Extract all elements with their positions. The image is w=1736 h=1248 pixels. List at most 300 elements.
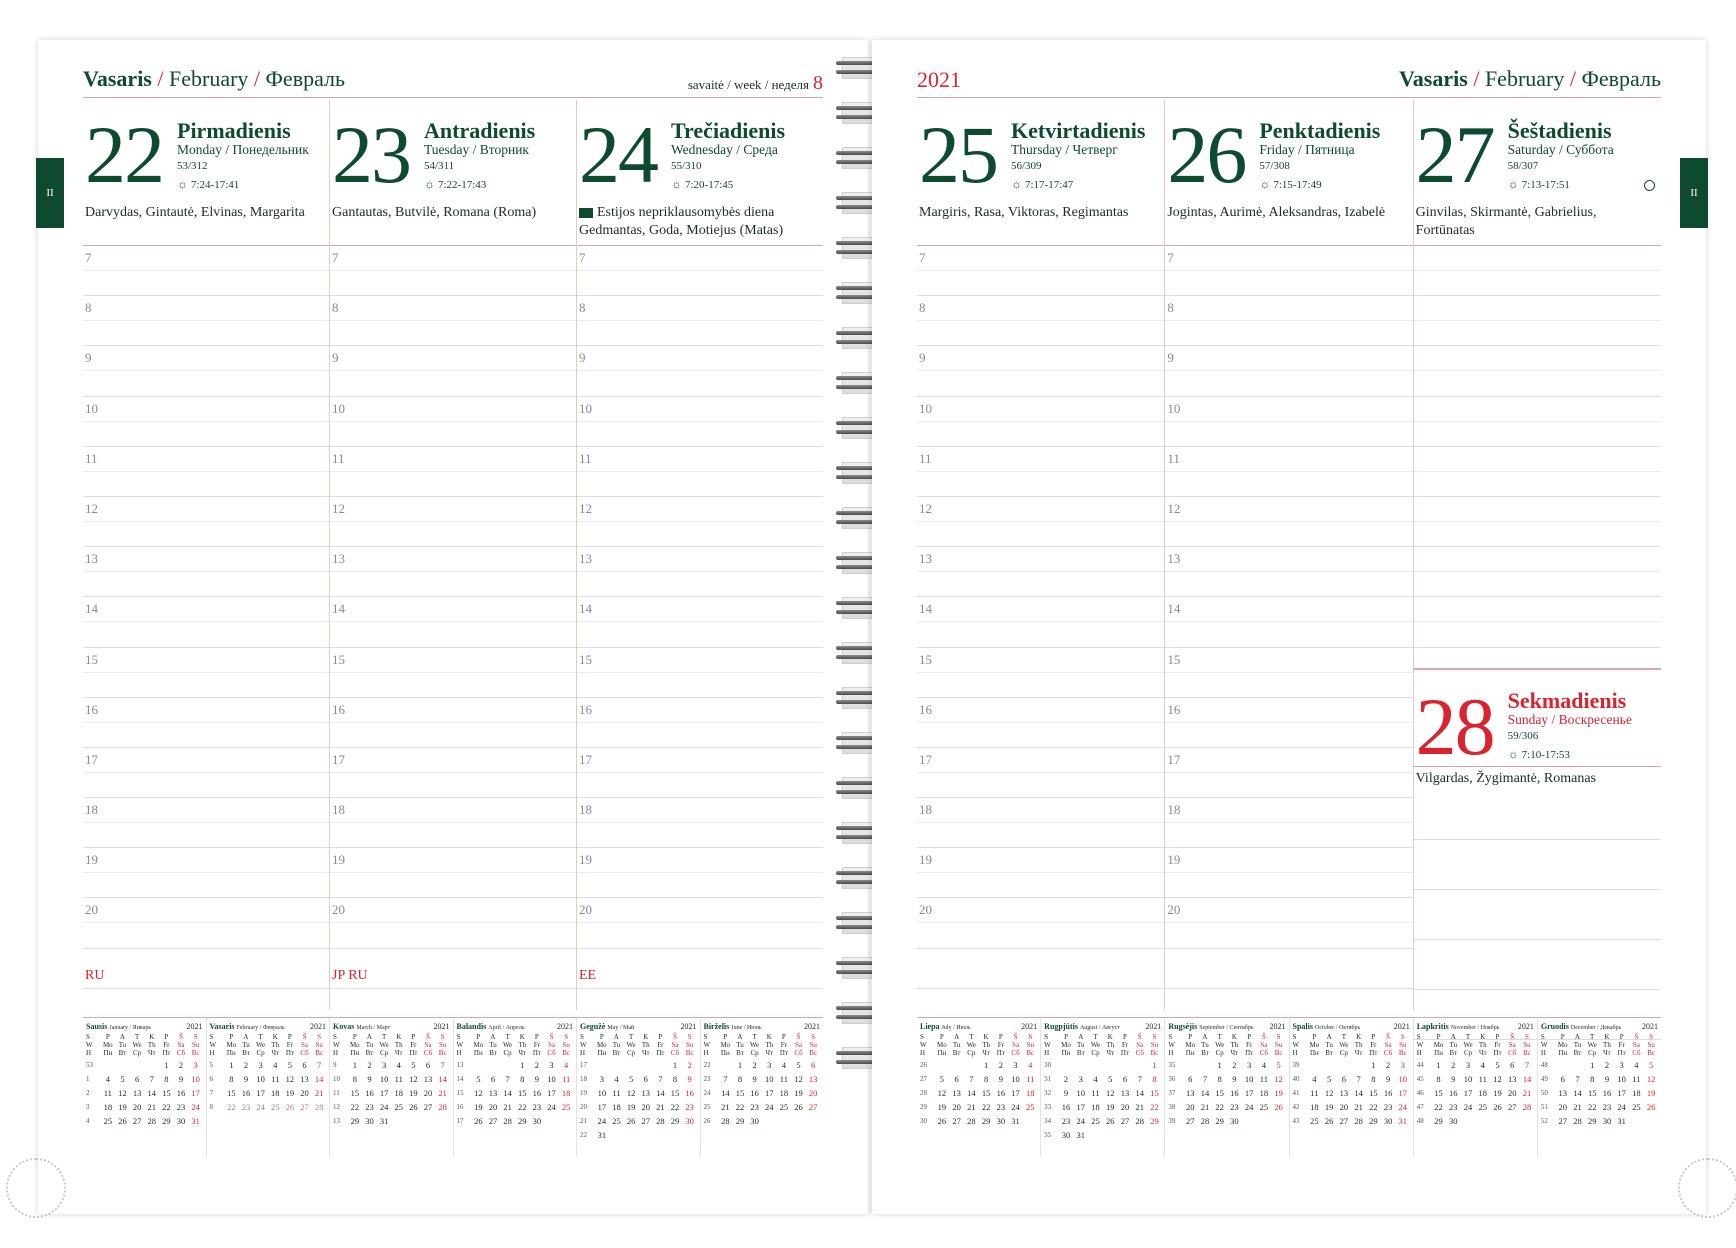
mini-calendar-date[interactable] xyxy=(1520,1116,1534,1127)
mini-calendar-date[interactable]: 30 xyxy=(532,1116,542,1126)
mini-calendar-date[interactable]: 8 xyxy=(229,1074,234,1084)
mini-calendar-date[interactable]: 15 xyxy=(981,1088,991,1098)
mini-calendar-date[interactable]: 5 xyxy=(796,1060,801,1070)
hour-slot[interactable] xyxy=(330,346,576,396)
hour-slot[interactable] xyxy=(1165,397,1412,447)
mini-calendar-date[interactable]: 7 xyxy=(969,1074,974,1084)
hour-slot[interactable] xyxy=(83,547,329,597)
hour-slot[interactable] xyxy=(83,246,329,296)
mini-calendar-date[interactable]: 16 xyxy=(241,1088,251,1098)
hour-slot[interactable] xyxy=(1165,597,1412,647)
mini-calendar-date[interactable]: 29 xyxy=(517,1116,527,1126)
mini-calendar-date[interactable]: 30 xyxy=(1449,1116,1458,1126)
mini-calendar-date[interactable]: 7 xyxy=(658,1074,663,1084)
hour-slot[interactable] xyxy=(1165,497,1412,547)
mini-calendar-date[interactable]: 4 xyxy=(1261,1060,1267,1070)
mini-calendar-date[interactable] xyxy=(1337,1060,1351,1071)
hour-slot[interactable] xyxy=(83,397,329,447)
hour-slot[interactable] xyxy=(1165,346,1412,396)
mini-calendar-date[interactable]: 9 xyxy=(1451,1074,1456,1084)
hour-slot[interactable] xyxy=(577,397,823,447)
mini-calendar-date[interactable]: 12 xyxy=(1324,1088,1334,1098)
mini-calendar-date[interactable] xyxy=(639,1060,653,1071)
mini-calendar-date[interactable] xyxy=(421,1116,435,1127)
mini-calendar-date[interactable]: 29 xyxy=(1215,1116,1224,1126)
mini-calendar-date[interactable]: 18 xyxy=(561,1088,571,1098)
mini-calendar-date[interactable]: 26 xyxy=(1493,1102,1502,1112)
mini-calendar-date[interactable] xyxy=(668,1130,682,1141)
mini-calendar-date[interactable]: 23 xyxy=(365,1102,374,1112)
mini-calendar-date[interactable]: 10 xyxy=(547,1074,556,1084)
hour-slot[interactable] xyxy=(1414,346,1661,396)
mini-calendar-date[interactable] xyxy=(1023,1116,1037,1127)
note-line[interactable] xyxy=(1414,790,1661,840)
mini-calendar-date[interactable] xyxy=(1118,1130,1132,1141)
mini-calendar-date[interactable]: 11 xyxy=(1478,1074,1487,1084)
mini-calendar-date[interactable]: 17 xyxy=(764,1088,774,1098)
mini-calendar-date[interactable]: 23 xyxy=(1449,1102,1458,1112)
mini-calendar-date[interactable]: 8 xyxy=(1217,1074,1222,1084)
mini-calendar-date[interactable]: 5 xyxy=(411,1060,416,1070)
hour-slot[interactable] xyxy=(330,397,576,447)
mini-calendar-date[interactable]: 30 xyxy=(685,1116,694,1126)
mini-calendar-date[interactable]: 12 xyxy=(285,1074,295,1084)
mini-calendar-date[interactable]: 17 xyxy=(191,1088,200,1098)
mini-calendar-date[interactable]: 25 xyxy=(270,1102,280,1112)
mini-calendar-date[interactable]: 6 xyxy=(490,1074,496,1084)
mini-calendar-date[interactable]: 26 xyxy=(409,1102,418,1112)
mini-calendar-date[interactable]: 18 xyxy=(612,1102,621,1112)
mini-calendar-date[interactable] xyxy=(624,1130,638,1141)
mini-calendar-date[interactable]: 22 xyxy=(350,1102,360,1112)
mini-calendar-date[interactable]: 10 xyxy=(764,1074,774,1084)
mini-calendar-date[interactable]: 10 xyxy=(1076,1088,1086,1098)
hour-slot[interactable] xyxy=(1414,497,1661,547)
mini-calendar-date[interactable]: 11 xyxy=(103,1088,112,1098)
mini-calendar-date[interactable]: 6 xyxy=(1122,1074,1128,1084)
mini-calendar-date[interactable]: 17 xyxy=(1011,1088,1020,1098)
mini-calendar-date[interactable]: 2 xyxy=(534,1060,539,1070)
mini-calendar-date[interactable]: 21 xyxy=(1522,1088,1532,1098)
mini-calendar-date[interactable] xyxy=(610,1130,624,1141)
mini-calendar-date[interactable]: 17 xyxy=(256,1088,265,1098)
hour-slot[interactable] xyxy=(1165,748,1412,798)
mini-calendar-date[interactable]: 15 xyxy=(517,1088,527,1098)
mini-calendar-date[interactable]: 26 xyxy=(626,1116,636,1126)
mini-calendar-date[interactable]: 28 xyxy=(967,1116,976,1126)
mini-calendar-date[interactable] xyxy=(1308,1060,1322,1071)
mini-calendar-date[interactable]: 19 xyxy=(1324,1102,1334,1112)
mini-calendar-date[interactable]: 16 xyxy=(685,1088,694,1098)
mini-calendar-date[interactable]: 30 xyxy=(750,1116,759,1126)
hour-slot[interactable] xyxy=(83,798,329,848)
hour-slot[interactable] xyxy=(917,848,1164,898)
mini-calendar-date[interactable]: 21 xyxy=(314,1088,324,1098)
mini-calendar-date[interactable] xyxy=(472,1060,486,1071)
mini-calendar-date[interactable]: 29 xyxy=(1150,1116,1159,1126)
mini-calendar-date[interactable] xyxy=(792,1116,806,1127)
mini-calendar-date[interactable]: 21 xyxy=(656,1102,665,1112)
hour-slot[interactable] xyxy=(330,246,576,296)
mini-calendar-date[interactable]: 14 xyxy=(967,1088,976,1098)
mini-calendar-date[interactable]: 28 xyxy=(438,1102,447,1112)
mini-calendar-date[interactable] xyxy=(806,1116,820,1127)
mini-calendar-date[interactable]: 23 xyxy=(1383,1102,1393,1112)
mini-calendar-date[interactable]: 30 xyxy=(996,1116,1006,1126)
hour-slot[interactable] xyxy=(83,296,329,346)
hour-slot[interactable] xyxy=(330,748,576,798)
mini-calendar-date[interactable]: 15 xyxy=(670,1088,680,1098)
mini-calendar-date[interactable] xyxy=(130,1060,144,1071)
mini-calendar-date[interactable] xyxy=(1103,1130,1117,1141)
mini-calendar-date[interactable]: 10 xyxy=(191,1074,200,1084)
mini-calendar-date[interactable]: 10 xyxy=(1463,1074,1473,1084)
mini-calendar-date[interactable]: 9 xyxy=(1232,1074,1237,1084)
mini-calendar-date[interactable]: 29 xyxy=(1587,1116,1597,1126)
mini-calendar-date[interactable]: 13 xyxy=(1339,1088,1349,1098)
mini-calendar-date[interactable]: 26 xyxy=(794,1102,803,1112)
mini-calendar-date[interactable] xyxy=(1103,1060,1117,1071)
mini-calendar-date[interactable]: 22 xyxy=(670,1102,680,1112)
mini-calendar-date[interactable]: 19 xyxy=(1274,1088,1283,1098)
mini-calendar-date[interactable]: 9 xyxy=(687,1074,692,1084)
mini-calendar-date[interactable]: 16 xyxy=(365,1088,374,1098)
mini-calendar-date[interactable]: 14 xyxy=(438,1074,447,1084)
mini-calendar-date[interactable]: 14 xyxy=(1135,1088,1144,1098)
mini-calendar-date[interactable]: 12 xyxy=(409,1074,418,1084)
mini-calendar-date[interactable]: 27 xyxy=(1339,1116,1349,1126)
mini-calendar-date[interactable]: 11 xyxy=(1310,1088,1319,1098)
mini-calendar-date[interactable]: 5 xyxy=(1326,1074,1332,1084)
hour-slot[interactable] xyxy=(1165,698,1412,748)
mini-calendar-date[interactable]: 11 xyxy=(1091,1088,1100,1098)
mini-calendar-date[interactable]: 16 xyxy=(996,1088,1006,1098)
mini-calendar-date[interactable]: 6 xyxy=(302,1060,307,1070)
mini-calendar-date[interactable]: 7 xyxy=(317,1060,322,1070)
mini-calendar-date[interactable]: 1 xyxy=(164,1060,169,1070)
month-tab-left[interactable]: II xyxy=(36,158,64,228)
mini-calendar-date[interactable]: 4 xyxy=(564,1060,569,1070)
mini-calendar-date[interactable]: 3 xyxy=(381,1060,387,1070)
mini-calendar-date[interactable]: 1 xyxy=(1371,1060,1376,1070)
mini-calendar-date[interactable]: 31 xyxy=(1617,1116,1626,1126)
mini-calendar-date[interactable] xyxy=(1491,1116,1505,1127)
mini-calendar-date[interactable]: 6 xyxy=(1510,1060,1515,1070)
mini-calendar-date[interactable] xyxy=(1059,1060,1073,1071)
hour-slot[interactable] xyxy=(577,798,823,848)
mini-calendar-date[interactable]: 26 xyxy=(1324,1116,1334,1126)
mini-calendar-date[interactable]: 14 xyxy=(503,1088,512,1098)
mini-calendar-date[interactable]: 23 xyxy=(1230,1102,1239,1112)
mini-calendar-date[interactable]: 28 xyxy=(503,1116,512,1126)
mini-calendar-date[interactable]: 28 xyxy=(1522,1102,1532,1112)
mini-calendar-date[interactable]: 24 xyxy=(764,1102,774,1112)
mini-calendar-date[interactable]: 29 xyxy=(162,1116,171,1126)
mini-calendar-date[interactable]: 20 xyxy=(1120,1102,1130,1112)
mini-calendar-date[interactable] xyxy=(1505,1116,1519,1127)
mini-calendar-date[interactable]: 13 xyxy=(1185,1088,1195,1098)
hour-slot[interactable] xyxy=(1165,848,1412,898)
mini-calendar-date[interactable]: 8 xyxy=(1152,1074,1157,1084)
hour-slot[interactable] xyxy=(577,698,823,748)
mini-calendar-date[interactable]: 28 xyxy=(721,1116,730,1126)
mini-calendar-date[interactable]: 6 xyxy=(954,1074,959,1084)
mini-calendar-date[interactable]: 21 xyxy=(503,1102,512,1112)
mini-calendar-date[interactable]: 3 xyxy=(1247,1060,1252,1070)
mini-calendar-date[interactable]: 15 xyxy=(1587,1088,1597,1098)
mini-calendar-date[interactable]: 22 xyxy=(1434,1102,1443,1112)
mini-calendar-date[interactable]: 4 xyxy=(1312,1074,1317,1084)
mini-calendar-date[interactable]: 8 xyxy=(164,1074,169,1084)
mini-calendar-date[interactable]: 4 xyxy=(105,1074,110,1084)
mini-calendar-date[interactable]: 27 xyxy=(1558,1116,1567,1126)
mini-calendar-date[interactable] xyxy=(1272,1116,1286,1127)
mini-calendar-date[interactable]: 2 xyxy=(1451,1060,1456,1070)
mini-calendar-date[interactable]: 7 xyxy=(723,1074,728,1084)
mini-calendar-date[interactable]: 8 xyxy=(737,1074,743,1084)
mini-calendar-date[interactable]: 12 xyxy=(626,1088,636,1098)
mini-calendar-date[interactable]: 14 xyxy=(721,1088,730,1098)
hour-slot[interactable] xyxy=(1414,597,1661,647)
mini-calendar-date[interactable]: 31 xyxy=(379,1116,389,1126)
mini-calendar-date[interactable]: 27 xyxy=(300,1102,309,1112)
mini-calendar-date[interactable]: 26 xyxy=(285,1102,295,1112)
mini-calendar-date[interactable]: 24 xyxy=(379,1102,389,1112)
mini-calendar-date[interactable]: 16 xyxy=(1449,1088,1458,1098)
mini-calendar-date[interactable]: 27 xyxy=(952,1116,961,1126)
mini-calendar-date[interactable]: 5 xyxy=(476,1074,481,1084)
mini-calendar-date[interactable]: 29 xyxy=(1369,1116,1378,1126)
mini-calendar-date[interactable]: 20 xyxy=(1185,1102,1195,1112)
mini-calendar-date[interactable]: 11 xyxy=(1259,1074,1268,1084)
mini-calendar-date[interactable]: 2 xyxy=(178,1060,184,1070)
mini-calendar-date[interactable]: 21 xyxy=(1200,1102,1210,1112)
mini-calendar-date[interactable] xyxy=(1571,1060,1585,1071)
mini-calendar-date[interactable]: 26 xyxy=(1106,1116,1115,1126)
mini-calendar-date[interactable]: 27 xyxy=(641,1116,650,1126)
mini-calendar-date[interactable]: 25 xyxy=(1310,1116,1319,1126)
hour-slot[interactable] xyxy=(577,246,823,296)
mini-calendar-date[interactable]: 15 xyxy=(350,1088,360,1098)
mini-calendar-date[interactable]: 2 xyxy=(1604,1060,1610,1070)
mini-calendar-date[interactable]: 22 xyxy=(1150,1102,1159,1112)
hour-slot[interactable] xyxy=(1414,296,1661,346)
hour-slot[interactable] xyxy=(917,648,1164,698)
mini-calendar-date[interactable]: 20 xyxy=(1507,1088,1517,1098)
mini-calendar-date[interactable]: 21 xyxy=(721,1102,730,1112)
mini-calendar-date[interactable]: 26 xyxy=(937,1116,947,1126)
mini-calendar-date[interactable]: 3 xyxy=(258,1060,263,1070)
mini-calendar-date[interactable]: 2 xyxy=(243,1060,249,1070)
note-line[interactable] xyxy=(1414,940,1661,990)
mini-calendar-date[interactable]: 11 xyxy=(612,1088,621,1098)
mini-calendar-date[interactable]: 5 xyxy=(1649,1060,1654,1070)
mini-calendar-date[interactable] xyxy=(1476,1116,1490,1127)
mini-calendar-date[interactable]: 14 xyxy=(656,1088,665,1098)
mini-calendar-date[interactable] xyxy=(654,1060,668,1071)
mini-calendar-date[interactable]: 1 xyxy=(1217,1060,1222,1070)
mini-calendar-date[interactable]: 25 xyxy=(612,1116,621,1126)
mini-calendar-date[interactable]: 13 xyxy=(132,1088,142,1098)
mini-calendar-date[interactable]: 24 xyxy=(1011,1102,1020,1112)
mini-calendar-date[interactable]: 16 xyxy=(750,1088,759,1098)
hour-slot[interactable] xyxy=(577,447,823,497)
mini-calendar-date[interactable] xyxy=(116,1060,130,1071)
mini-calendar-date[interactable]: 28 xyxy=(656,1116,665,1126)
mini-calendar-date[interactable]: 7 xyxy=(505,1074,510,1084)
mini-calendar-date[interactable]: 6 xyxy=(1341,1074,1346,1084)
hour-slot[interactable] xyxy=(577,296,823,346)
mini-calendar-date[interactable]: 30 xyxy=(365,1116,374,1126)
mini-calendar-date[interactable] xyxy=(762,1116,776,1127)
mini-calendar-date[interactable]: 13 xyxy=(1120,1088,1130,1098)
mini-calendar-date[interactable]: 9 xyxy=(243,1074,249,1084)
mini-calendar-date[interactable]: 8 xyxy=(983,1074,989,1084)
mini-calendar-date[interactable]: 27 xyxy=(132,1116,142,1126)
hour-slot[interactable] xyxy=(83,597,329,647)
mini-calendar-date[interactable] xyxy=(595,1060,609,1071)
mini-calendar-date[interactable]: 5 xyxy=(287,1060,292,1070)
mini-calendar-date[interactable] xyxy=(624,1060,638,1071)
mini-calendar-date[interactable]: 7 xyxy=(1356,1074,1361,1084)
mini-calendar-date[interactable]: 2 xyxy=(687,1060,692,1070)
mini-calendar-date[interactable] xyxy=(683,1130,697,1141)
hour-slot[interactable] xyxy=(83,748,329,798)
mini-calendar-date[interactable]: 29 xyxy=(350,1116,360,1126)
mini-calendar-date[interactable]: 20 xyxy=(488,1102,498,1112)
mini-calendar-date[interactable]: 27 xyxy=(1185,1116,1195,1126)
mini-calendar-date[interactable]: 11 xyxy=(394,1074,403,1084)
mini-calendar-date[interactable] xyxy=(559,1116,573,1127)
mini-calendar-date[interactable]: 22 xyxy=(1369,1102,1378,1112)
mini-calendar-date[interactable] xyxy=(392,1116,406,1127)
mini-calendar-date[interactable]: 19 xyxy=(794,1088,803,1098)
hour-slot[interactable] xyxy=(577,497,823,547)
mini-calendar-date[interactable]: 18 xyxy=(1632,1088,1641,1098)
mini-calendar-date[interactable]: 17 xyxy=(1617,1088,1626,1098)
mini-calendar-date[interactable] xyxy=(545,1116,559,1127)
mini-calendar-date[interactable]: 21 xyxy=(1573,1102,1582,1112)
mini-calendar-date[interactable]: 27 xyxy=(423,1102,433,1112)
hour-slot[interactable] xyxy=(1165,447,1412,497)
mini-calendar-date[interactable] xyxy=(1257,1116,1271,1127)
mini-calendar-date[interactable]: 25 xyxy=(1026,1102,1035,1112)
hour-slot[interactable] xyxy=(917,246,1164,296)
mini-calendar-date[interactable]: 11 xyxy=(562,1074,571,1084)
mini-calendar-date[interactable]: 1 xyxy=(737,1060,743,1070)
mini-calendar-date[interactable]: 25 xyxy=(779,1102,789,1112)
mini-calendar-date[interactable]: 22 xyxy=(1215,1102,1224,1112)
mini-calendar-date[interactable]: 27 xyxy=(488,1116,498,1126)
mini-calendar-date[interactable]: 18 xyxy=(1478,1088,1488,1098)
mini-calendar-date[interactable]: 18 xyxy=(1026,1088,1035,1098)
mini-calendar-date[interactable]: 11 xyxy=(1632,1074,1641,1084)
mini-calendar-date[interactable]: 19 xyxy=(409,1088,418,1098)
mini-calendar-date[interactable]: 15 xyxy=(1369,1088,1378,1098)
mini-calendar-date[interactable]: 11 xyxy=(1026,1074,1035,1084)
mini-calendar-date[interactable]: 2 xyxy=(1232,1060,1237,1070)
mini-calendar-date[interactable] xyxy=(101,1060,115,1071)
month-tab-right[interactable]: II xyxy=(1680,158,1708,228)
mini-calendar-date[interactable]: 17 xyxy=(1398,1088,1408,1098)
mini-calendar-date[interactable]: 18 xyxy=(394,1088,403,1098)
mini-calendar-date[interactable]: 26 xyxy=(1274,1102,1283,1112)
mini-calendar-date[interactable]: 25 xyxy=(103,1116,113,1126)
mini-calendar-date[interactable]: 8 xyxy=(520,1074,525,1084)
mini-calendar-date[interactable]: 13 xyxy=(641,1088,650,1098)
mini-calendar-date[interactable] xyxy=(1630,1116,1644,1127)
mini-calendar-date[interactable]: 8 xyxy=(1371,1074,1376,1084)
mini-calendar-date[interactable]: 1 xyxy=(672,1060,678,1070)
mini-calendar-date[interactable]: 23 xyxy=(685,1102,694,1112)
mini-calendar-date[interactable]: 19 xyxy=(626,1102,636,1112)
mini-calendar-date[interactable] xyxy=(1133,1130,1147,1141)
mini-calendar-date[interactable]: 18 xyxy=(1091,1102,1100,1112)
mini-calendar-date[interactable]: 19 xyxy=(118,1102,127,1112)
mini-calendar-date[interactable]: 5 xyxy=(1276,1060,1281,1070)
mini-calendar-date[interactable]: 29 xyxy=(735,1116,745,1126)
mini-calendar-date[interactable]: 3 xyxy=(193,1060,198,1070)
mini-calendar-date[interactable]: 25 xyxy=(561,1102,571,1112)
mini-calendar-date[interactable]: 8 xyxy=(1436,1074,1441,1084)
hour-slot[interactable] xyxy=(330,848,576,898)
mini-calendar-date[interactable]: 30 xyxy=(1383,1116,1393,1126)
mini-calendar-date[interactable]: 20 xyxy=(808,1088,818,1098)
mini-calendar-date[interactable]: 18 xyxy=(1310,1102,1319,1112)
mini-calendar-date[interactable]: 19 xyxy=(1106,1102,1115,1112)
mini-calendar-date[interactable]: 7 xyxy=(1137,1074,1142,1084)
mini-calendar-date[interactable]: 12 xyxy=(794,1074,803,1084)
mini-calendar-date[interactable]: 16 xyxy=(1061,1102,1071,1112)
mini-calendar-date[interactable]: 5 xyxy=(120,1074,125,1084)
mini-calendar-date[interactable]: 2 xyxy=(752,1060,757,1070)
hour-slot[interactable] xyxy=(917,296,1164,346)
mini-calendar-date[interactable]: 20 xyxy=(1558,1102,1567,1112)
mini-calendar-date[interactable]: 24 xyxy=(1076,1116,1086,1126)
mini-calendar-date[interactable] xyxy=(407,1116,421,1127)
mini-calendar-date[interactable]: 14 xyxy=(1354,1088,1363,1098)
mini-calendar-date[interactable]: 23 xyxy=(1602,1102,1612,1112)
mini-calendar-date[interactable]: 24 xyxy=(1463,1102,1473,1112)
hour-slot[interactable] xyxy=(577,648,823,698)
mini-calendar-date[interactable]: 10 xyxy=(1011,1074,1020,1084)
mini-calendar-date[interactable]: 9 xyxy=(534,1074,539,1084)
mini-calendar-date[interactable] xyxy=(719,1060,733,1071)
hour-slot[interactable] xyxy=(330,648,576,698)
mini-calendar-date[interactable] xyxy=(486,1060,500,1071)
hour-slot[interactable] xyxy=(917,397,1164,447)
mini-calendar-date[interactable]: 12 xyxy=(118,1088,127,1098)
mini-calendar-date[interactable]: 6 xyxy=(643,1074,648,1084)
mini-calendar-date[interactable]: 23 xyxy=(750,1102,759,1112)
hour-slot[interactable] xyxy=(577,748,823,798)
mini-calendar-date[interactable]: 12 xyxy=(1106,1088,1115,1098)
mini-calendar-date[interactable]: 9 xyxy=(752,1074,757,1084)
mini-calendar-date[interactable] xyxy=(777,1116,791,1127)
mini-calendar-date[interactable]: 26 xyxy=(1646,1102,1656,1112)
mini-calendar-date[interactable]: 3 xyxy=(1465,1060,1471,1070)
mini-calendar-date[interactable]: 10 xyxy=(1244,1074,1254,1084)
mini-calendar-date[interactable]: 11 xyxy=(779,1074,788,1084)
mini-calendar-date[interactable]: 28 xyxy=(1135,1116,1144,1126)
mini-calendar-date[interactable]: 4 xyxy=(1634,1060,1639,1070)
mini-calendar-date[interactable]: 15 xyxy=(227,1088,236,1098)
hour-slot[interactable] xyxy=(83,497,329,547)
hour-slot[interactable] xyxy=(1414,397,1661,447)
mini-calendar-date[interactable]: 2 xyxy=(998,1060,1003,1070)
mini-calendar-date[interactable]: 5 xyxy=(628,1074,634,1084)
mini-calendar-date[interactable]: 16 xyxy=(1383,1088,1393,1098)
